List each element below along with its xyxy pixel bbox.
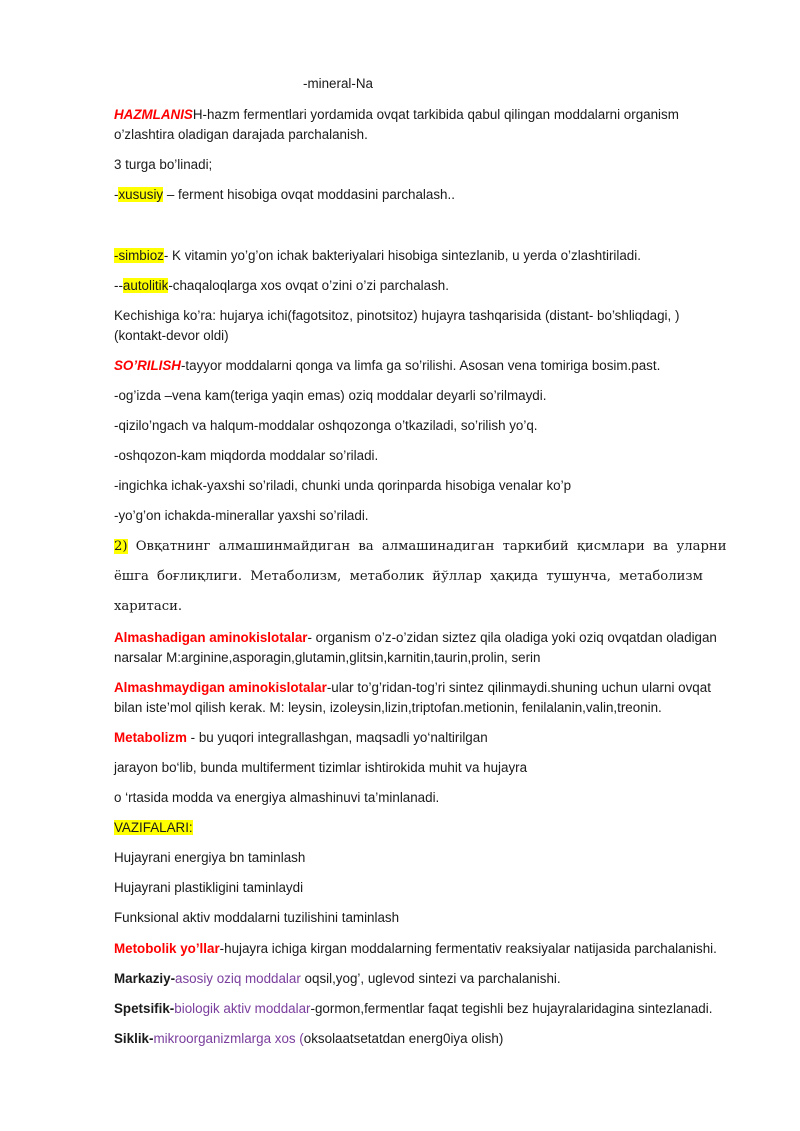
vazifa-item-3: Funksional aktiv moddalarni tuzilishini taminlash	[114, 910, 400, 925]
question-2-end: харитаси.	[114, 599, 183, 614]
almashadigan-continuation: narsalar M:arginine,asporagin,glutamin,glitsin,karnitin,taurin,prolin, serin	[114, 650, 541, 665]
siklik-line: Siklik-mikroorganizmlarga xos (oksolaatsetatdan energ0iya olish)	[114, 1031, 504, 1046]
question-2-continuation: ёшга боғлиқлиги. Метаболизм, метаболик йўллар ҳақида тушунча, метаболизм	[114, 569, 703, 584]
sorilish-heading: SO’RILISH	[114, 358, 181, 373]
xususiy-highlight: xususiy	[118, 187, 164, 202]
metabolizm-heading: Metabolizm	[114, 730, 187, 745]
metobolik-yollar-heading: Metobolik yo’llar	[114, 941, 220, 956]
markaziy-label: Markaziy-	[114, 971, 176, 986]
metabolizm-paragraph: Metabolizm - bu yuqori integrallashgan, maqsadli yo‘naltirilgan	[114, 730, 488, 745]
almashmaydigan-paragraph: Almashmaydigan aminokislotalar-ular to’g’ridan-tog’ri sintez qilinmaydi.shuning uchun ularni ovqat	[114, 680, 711, 695]
ogizda-line: -og’izda –vena kam(teriga yaqin emas) oziq moddalar deyarli so’rilmaydi.	[114, 388, 547, 403]
simbioz-highlight: -simbioz	[114, 248, 164, 263]
kontakt-line: (kontakt-devor oldi)	[114, 328, 229, 343]
question-number-highlight: 2)	[114, 539, 128, 554]
metobolik-yollar-paragraph: Metobolik yo’llar-hujayra ichiga kirgan moddalarning fermentativ reaksiyalar natijasida parchalanishi.	[114, 941, 717, 956]
metabolizm-continuation-2: o ‘rtasida modda va energiya almashinuvi ta’minlanadi.	[114, 790, 440, 805]
almashmaydigan-continuation: bilan iste’mol qilish kerak. M: leysin, izoleysin,lizin,triptofan.metionin, fenilalanin,valin,treonin.	[114, 700, 662, 715]
xususiy-line: -xususiy – ferment hisobiga ovqat moddasini parchalash..	[114, 187, 455, 202]
kechishiga-line: Kechishiga ko’ra: hujarya ichi(fagotsitoz, pinotsitoz) hujayra tashqarisida (distant- bo’shliqdagi, )	[114, 308, 680, 323]
mineral-na-line	[303, 74, 373, 94]
mineral-na-text: -mineral-Na	[303, 76, 373, 91]
yogon-ichak-line: -yo’g’on ichakda-minerallar yaxshi so’riladi.	[114, 508, 369, 523]
almashadigan-heading: Almashadigan aminokislotalar	[114, 630, 308, 645]
vazifa-item-1: Hujayrani energiya bn taminlash	[114, 850, 306, 865]
markaziy-line: Markaziy-asosiy oziq moddalar oqsil,yog’, uglevod sintezi va parchalanishi.	[114, 971, 561, 986]
autolitik-highlight: autolitik	[122, 278, 169, 293]
question-2-line: 2) Овқатнинг алмашинмайдиган ва алмашинадиган таркибий қисмлари ва уларни	[114, 539, 727, 554]
ingichka-ichak-line: -ingichka ichak-yaxshi so’riladi, chunki unda qorinparda hisobiga venalar ko’p	[114, 478, 572, 493]
spetsifik-line: Spetsifik-biologik aktiv moddalar-gormon,fermentlar faqat tegishli bez hujayralaridagina sintezlanadi.	[114, 1001, 713, 1016]
simbioz-line: -simbioz- K vitamin yo’g’on ichak bakteriyalari hisobiga sintezlanib, u yerda o’zlashtiriladi.	[114, 248, 641, 263]
three-types-line: 3 turga bo’linadi;	[114, 157, 213, 172]
oshqozon-line: -oshqozon-kam miqdorda moddalar so’riladi.	[114, 448, 379, 463]
vazifalari-heading-line	[114, 818, 193, 838]
sorilish-paragraph: SO’RILISH-tayyor moddalarni qonga va limfa ga so’rilishi. Asosan vena tomiriga bosim.past.	[114, 358, 661, 373]
hazmlanish-paragraph	[114, 105, 679, 125]
hazmlanish-continuation: o’zlashtira oladigan darajada parchalanish.	[114, 127, 368, 142]
hazmlanish-heading: HAZMLANIS	[114, 107, 193, 122]
qizilongach-line: -qizilo’ngach va halqum-moddalar oshqozonga o’tkaziladi, so’rilish yo’q.	[114, 418, 538, 433]
vazifa-item-2: Hujayrani plastikligini taminlaydi	[114, 880, 304, 895]
metabolizm-continuation-1: jarayon bo‘lib, bunda multiferment tizimlar ishtirokida muhit va hujayra	[114, 760, 528, 775]
spetsifik-label: Spetsifik-	[114, 1001, 175, 1016]
almashadigan-paragraph: Almashadigan aminokislotalar- organism o’z-o’zidan siztez qila oladiga yoki oziq ovqatdan oladigan	[114, 630, 717, 645]
autolitik-line: --autolitik-chaqaloqlarga xos ovqat o’zini o’zi parchalash.	[114, 278, 449, 293]
siklik-label: Siklik-	[114, 1031, 154, 1046]
hazmlanish-text: H-hazm fermentlari yordamida ovqat tarkibida qabul qilingan moddalarni organism	[192, 107, 679, 122]
vazifalari-heading: VAZIFALARI:	[114, 820, 193, 835]
almashmaydigan-heading: Almashmaydigan aminokislotalar	[114, 680, 327, 695]
